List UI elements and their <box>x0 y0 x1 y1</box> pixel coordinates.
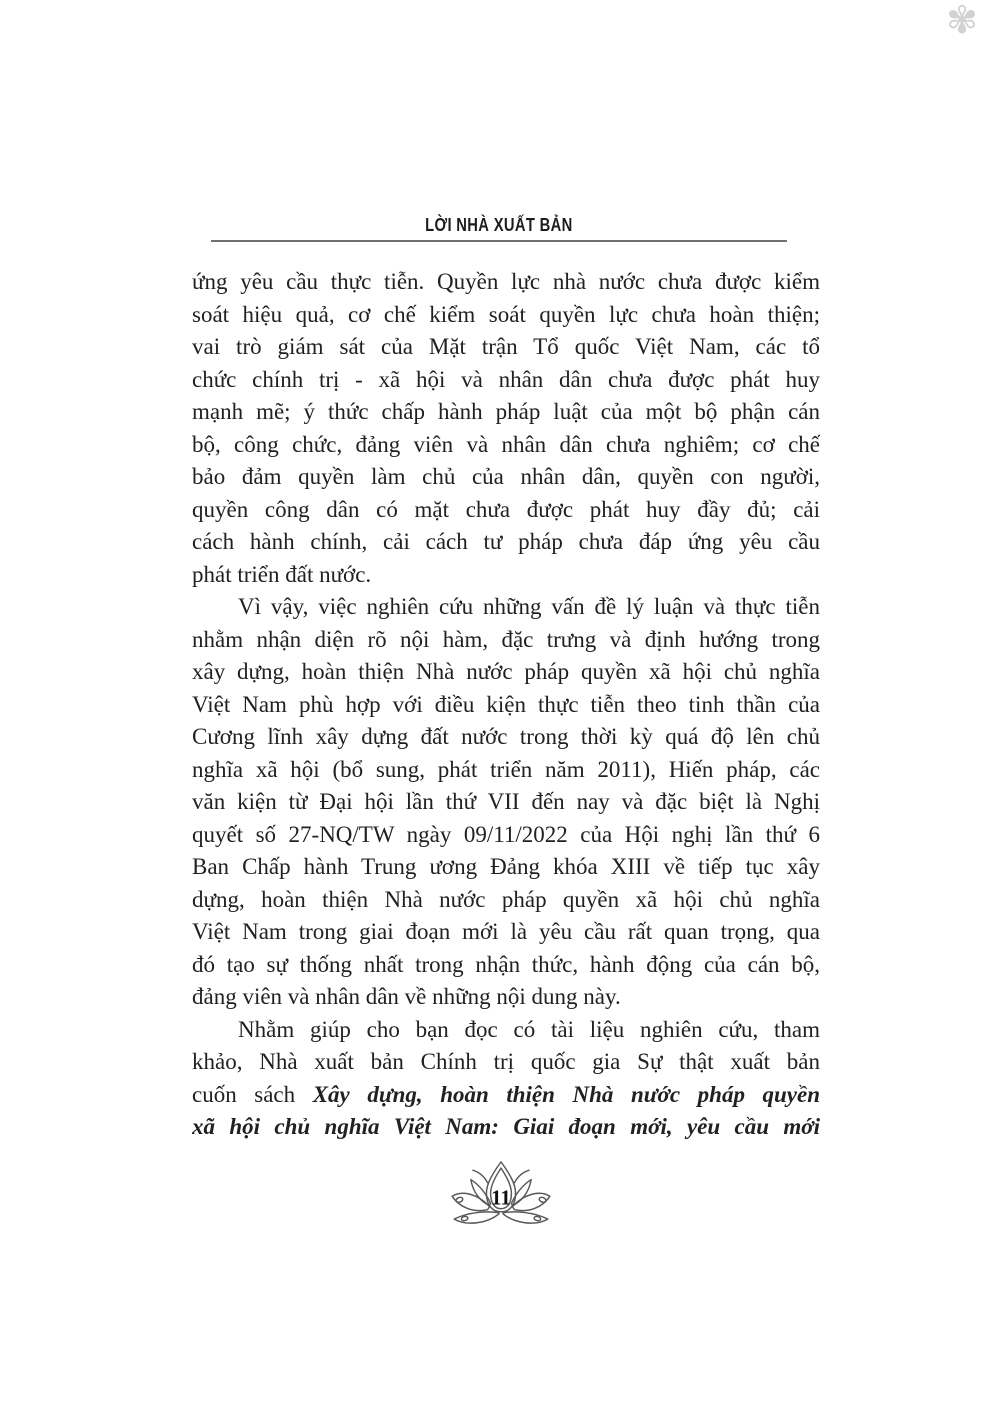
body-line <box>192 331 820 364</box>
body-line <box>192 461 820 494</box>
body-text-segment: bảo đảm quyền làm chủ của nhân dân, quyền con người, <box>192 464 820 489</box>
body-text-segment: phát triển đất nước. <box>192 561 372 587</box>
body-text-segment: đó tạo sự thống nhất trong nhận thức, hành động của cán bộ, <box>192 951 820 977</box>
body-line <box>192 299 820 332</box>
body-line <box>192 1079 820 1112</box>
body-line <box>192 656 820 689</box>
body-text-segment: cuốn sách <box>192 1081 313 1107</box>
lotus-ornament-svg <box>449 1158 553 1224</box>
body-line <box>192 754 820 787</box>
body-line <box>192 851 820 884</box>
body-text-segment: khảo, Nhà xuất bản Chính trị quốc gia Sự thật xuất bản <box>192 1049 820 1074</box>
body-line <box>192 884 820 917</box>
body-text-segment: Vì vậy, việc nghiên cứu những vấn đề lý luận và thực tiễn <box>238 594 820 619</box>
body-text-segment: chức chính trị - xã hội và nhân dân chưa được phát huy <box>192 366 820 392</box>
body-text-segment: Nhằm giúp cho bạn đọc có tài liệu nghiên cứu, tham <box>238 1016 820 1042</box>
book-title-emphasis: xã hội chủ nghĩa Việt Nam: Giai đoạn mới, yêu cầu mới <box>192 1114 820 1139</box>
body-text-segment: Ban Chấp hành Trung ương Đảng khóa XIII về tiếp tục xây <box>192 854 820 879</box>
body-text-segment: dựng, hoàn thiện Nhà nước pháp quyền xã hội chủ nghĩa <box>192 886 820 912</box>
body-line <box>192 1014 820 1047</box>
body-text-segment: nghĩa xã hội (bổ sung, phát triển năm 2011), Hiến pháp, các <box>192 756 820 782</box>
lotus-ornament-icon <box>449 1158 553 1224</box>
body-line <box>192 786 820 819</box>
body-text <box>192 266 820 1144</box>
corner-flower-icon: ✾ <box>946 0 978 42</box>
body-line <box>192 396 820 429</box>
body-text-segment: bộ, công chức, đảng viên và nhân dân chưa nghiêm; cơ chế <box>192 431 820 457</box>
body-text-segment: cách hành chính, cải cách tư pháp chưa đáp ứng yêu cầu <box>192 529 820 554</box>
body-line <box>192 949 820 982</box>
running-head <box>211 215 787 242</box>
body-line <box>192 591 820 624</box>
body-line <box>192 364 820 397</box>
body-text-segment: nhằm nhận diện rõ nội hàm, đặc trưng và định hướng trong <box>192 626 820 652</box>
body-text-segment: xây dựng, hoàn thiện Nhà nước pháp quyền xã hội chủ nghĩa <box>192 659 820 684</box>
body-line <box>192 819 820 852</box>
body-text-segment: quyết số 27-NQ/TW ngày 09/11/2022 của Hội nghị lần thứ 6 <box>192 821 820 847</box>
body-line <box>192 916 820 949</box>
body-line <box>192 266 820 299</box>
running-head-title: LỜI NHÀ XUẤT BẢN <box>425 215 573 235</box>
body-text-segment: Việt Nam trong giai đoạn mới là yêu cầu rất quan trọng, qua <box>192 919 820 944</box>
body-line <box>192 689 820 722</box>
body-line <box>192 721 820 754</box>
body-line <box>192 1046 820 1079</box>
body-line <box>192 559 820 592</box>
body-line <box>192 429 820 462</box>
body-text-segment: quyền công dân có mặt chưa được phát huy đầy đủ; cải <box>192 496 820 522</box>
body-text-segment: vai trò giám sát của Mặt trận Tổ quốc Việt Nam, các tổ <box>192 334 820 359</box>
body-text-segment: đảng viên và nhân dân về những nội dung này. <box>192 984 621 1009</box>
page-number: 11 <box>491 1186 511 1210</box>
body-line <box>192 494 820 527</box>
body-line <box>192 624 820 657</box>
body-line <box>192 526 820 559</box>
body-text-segment: Việt Nam phù hợp với điều kiện thực tiễn theo tinh thần của <box>192 691 820 717</box>
body-text-segment: mạnh mẽ; ý thức chấp hành pháp luật của một bộ phận cán <box>192 399 820 424</box>
body-text-segment: soát hiệu quả, cơ chế kiểm soát quyền lực chưa hoàn thiện; <box>192 301 820 327</box>
body-text-segment: Cương lĩnh xây dựng đất nước trong thời kỳ quá độ lên chủ <box>192 724 820 749</box>
body-text-segment: văn kiện từ Đại hội lần thứ VII đến nay và đặc biệt là Nghị <box>192 789 820 814</box>
body-line <box>192 981 820 1014</box>
book-title-emphasis: Xây dựng, hoàn thiện Nhà nước pháp quyền <box>312 1081 820 1107</box>
body-text-segment: ứng yêu cầu thực tiễn. Quyền lực nhà nước chưa được kiểm <box>192 269 820 294</box>
body-line <box>192 1111 820 1144</box>
